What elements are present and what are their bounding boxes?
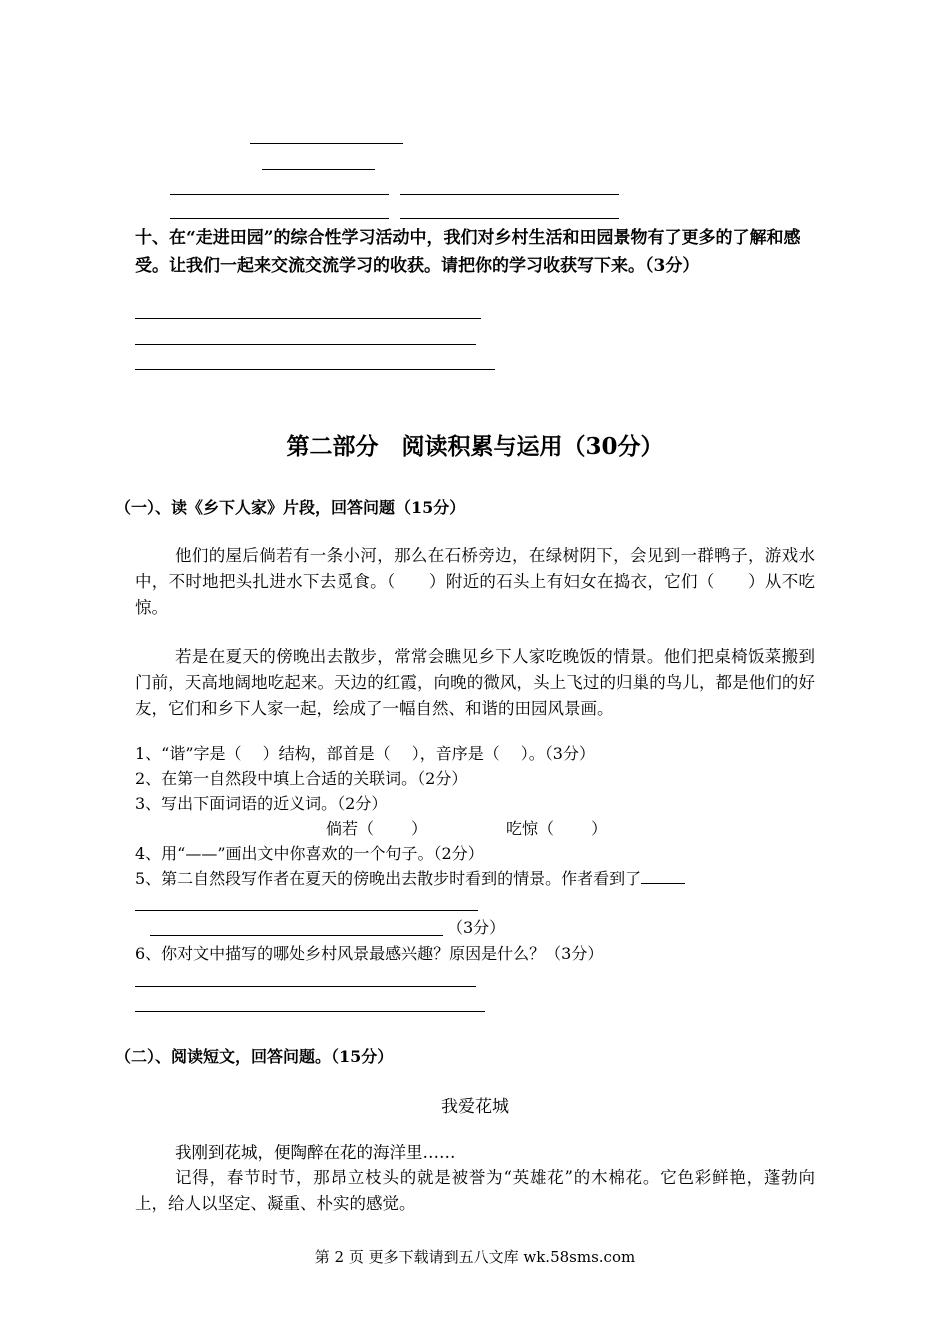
passage-paragraph-1: 他们的屋后倘若有一条小河，那么在石桥旁边，在绿树阴下，会见到一群鸭子，游戏水中，不时地把头扎进水下去觅食。（ ）附近的石头上有妇女在捣衣，它们（ ）从不吃惊。 xyxy=(135,546,815,617)
answer-line xyxy=(400,218,619,219)
question-1: 1、“谐”字是（ ）结构，部首是（ ），音序是（ ）。（3分） xyxy=(135,744,595,763)
answer-line xyxy=(400,194,619,195)
question-10: 十、在“走进田园”的综合性学习活动中，我们对乡村生活和田园景物有了更多的了解和感受。让我们一起来交流交流学习的收获。请把你的学习收获写下来。（3分） xyxy=(135,228,801,276)
page-footer: 第 2 页 更多下载请到五八文库 wk.58sms.com xyxy=(314,1248,636,1266)
question-5 xyxy=(135,866,685,891)
section-2-heading: （二）、阅读短文，回答问题。（15分） xyxy=(115,1047,394,1066)
question-5-text: 5、第二自然段写作者在夏天的傍晚出去散步时看到的情景。作者看到了 xyxy=(135,869,642,888)
answer-line xyxy=(150,935,443,936)
question-5-score: （3分） xyxy=(447,918,506,937)
question-3-word-a: 倘若（ ） xyxy=(326,819,428,838)
answer-line xyxy=(250,143,403,144)
question-3: 3、写出下面词语的近义词。（2分） xyxy=(135,794,388,813)
question-6: 6、你对文中描写的哪处乡村风景最感兴趣？原因是什么？（3分） xyxy=(135,944,604,963)
answer-line xyxy=(262,169,375,170)
answer-blank xyxy=(641,869,685,884)
section-1-heading: （一）、读《乡下人家》片段，回答问题（15分） xyxy=(115,498,466,517)
answer-line xyxy=(170,218,389,219)
part-title: 第二部分 阅读积累与运用（30分） xyxy=(286,433,664,460)
story-title: 我爱花城 xyxy=(441,1097,509,1117)
question-2: 2、在第一自然段中填上合适的关联词。（2分） xyxy=(135,769,468,788)
story-paragraph-2: 记得，春节时节，那昂立枝头的就是被誉为“英雄花”的木棉花。它色彩鲜艳，蓬勃向上，给人以坚定、凝重、朴实的感觉。 xyxy=(135,1168,815,1213)
answer-line xyxy=(135,318,481,319)
passage-paragraph-2: 若是在夏天的傍晚出去散步，常常会瞧见乡下人家吃晚饭的情景。他们把桌椅饭菜搬到门前，天高地阔地吃起来。天边的红霞，向晚的微风，头上飞过的归巢的鸟儿，都是他们的好友，它们和乡下人家一起，绘成了一幅自然、和谐的田园风景画。 xyxy=(135,647,815,718)
answer-line xyxy=(135,369,495,370)
question-3-word-b: 吃惊（ ） xyxy=(506,819,608,838)
answer-line xyxy=(135,986,476,987)
answer-line xyxy=(135,910,478,911)
answer-line xyxy=(170,194,389,195)
story-paragraph-1: 我刚到花城，便陶醉在花的海洋里…… xyxy=(175,1143,456,1162)
answer-line xyxy=(135,1011,485,1012)
question-4: 4、用“——”画出文中你喜欢的一个句子。（2分） xyxy=(135,844,484,863)
answer-line xyxy=(135,344,476,345)
